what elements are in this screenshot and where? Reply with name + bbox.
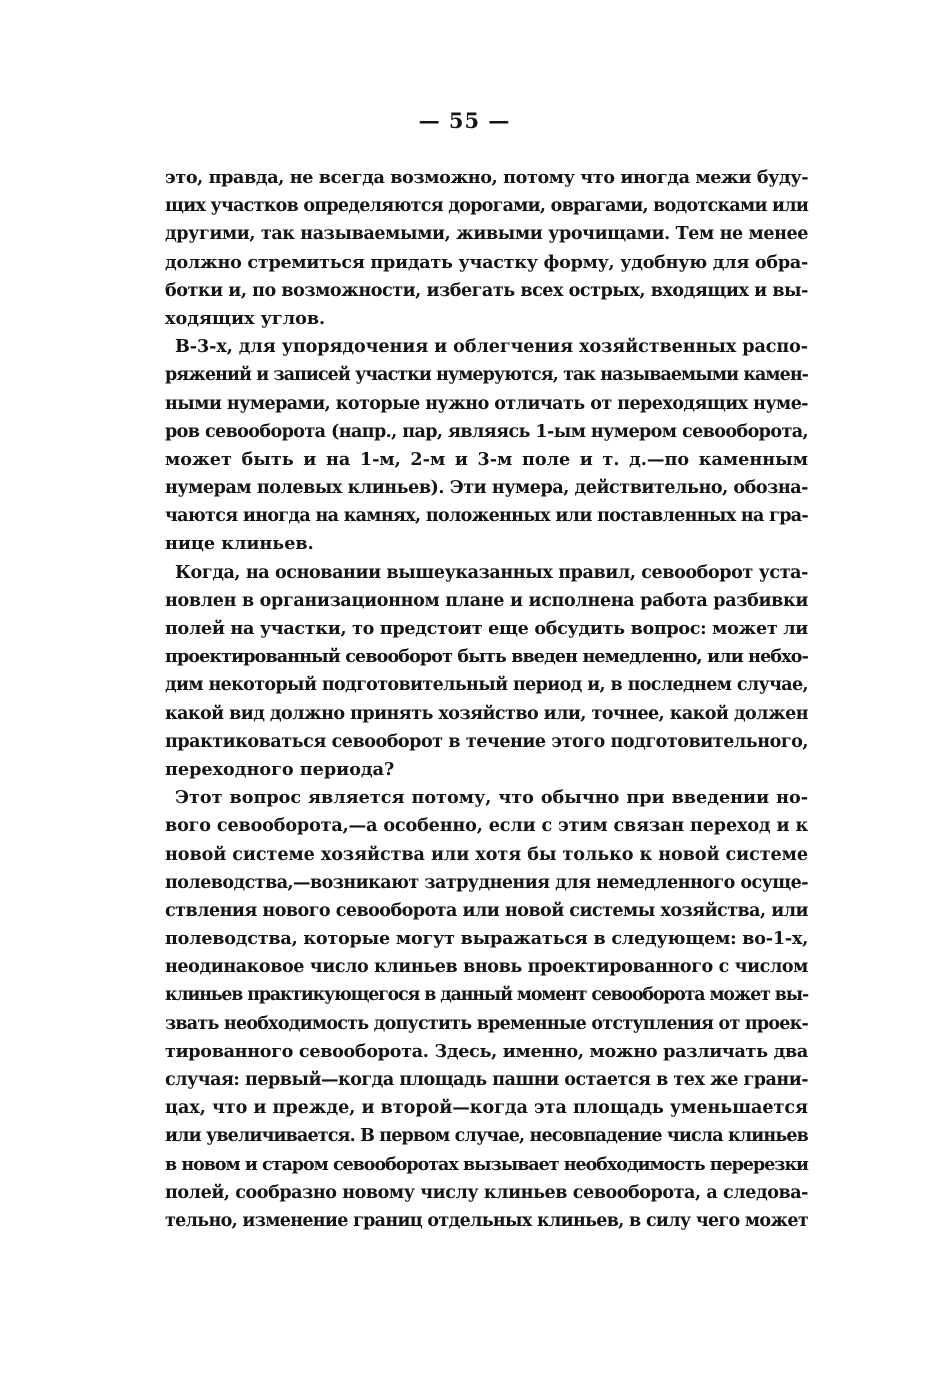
text-line: тельно, изменение границ отдельных клиньев, в силу чего может — [165, 1210, 808, 1231]
text-line: звать необходимость допустить временные отступления от проек- — [165, 1013, 809, 1034]
text-line: проектированный севооборот быть введен немедленно, или небхо- — [165, 647, 808, 668]
text-line: В-3-х, для упорядочения и облегчения хозяйственных распо- — [175, 336, 808, 358]
text-line: это, правда, не всегда возможно, потому что иногда межи буду- — [165, 167, 809, 188]
text-line: или увеличивается. В первом случае, несовпадение числа клиньев — [165, 1126, 808, 1147]
text-line: ботки и, по возможности, избегать всех острых, входящих и вы- — [165, 280, 808, 301]
text-line: ходящих углов. — [165, 307, 326, 329]
body-text — [165, 164, 808, 1235]
text-line: ными нумерами, которые нужно отличать от переходящих нуме- — [165, 393, 808, 414]
text-line: клиньев практикующегося в данный момент севооборота может вы- — [165, 985, 808, 1006]
text-line: чаются иногда на камнях, положенных или поставленных на гра- — [165, 506, 808, 527]
text-line: другими, так называемыми, живыми урочищами. Тем не менее — [165, 224, 809, 245]
text-line: практиковаться севооборот в течение этого подготовительного, — [165, 731, 808, 752]
text-line: нумерам полевых клиньев). Эти нумера, действительно, обозна- — [165, 478, 808, 499]
text-line: полеводства,—возникают затруднения для немедленного осуще- — [165, 872, 808, 893]
text-line: полеводства, которые могут выражаться в следующем: во-1-х, — [165, 928, 809, 950]
text-line: должно стремиться придать участку форму, удобную для обра- — [165, 252, 808, 273]
text-line: новой системе хозяйства или хотя бы только к новой системе — [165, 843, 808, 865]
text-line: новлен в организационном плане и исполнена работа разбивки — [165, 590, 808, 611]
text-line: полей, сообразно новому числу клиньев севооборота, а следова- — [165, 1182, 808, 1203]
text-line: цах, что и прежде, и второй—когда эта площадь уменьшается — [165, 1097, 808, 1119]
text-line: Когда, на основании вышеуказанных правил, севооборот уста- — [175, 562, 808, 583]
text-line: ствления нового севооборота или новой системы хозяйства, или — [165, 900, 808, 921]
text-line: Этот вопрос является потому, что обычно при введении но- — [175, 787, 808, 809]
page-number: — 55 — — [418, 108, 511, 133]
text-line: тированного севооборота. Здесь, именно, можно различать два — [165, 1041, 808, 1062]
text-line: нице клиньев. — [165, 533, 314, 555]
text-line: может быть и на 1-м, 2-м и 3-м поле и т. д.—по каменным — [165, 448, 808, 470]
text-line: ров севооборота (напр., пар, являясь 1-ым нумером севооборота, — [165, 421, 808, 442]
text-line: щих участков определяются дорогами, оврагами, водотсками или — [165, 196, 809, 217]
text-line: ряжений и записей участки нумеруются, так называемыми камен- — [165, 365, 808, 386]
text-line: дим некоторый подготовительный период и, в последнем случае, — [165, 675, 808, 696]
text-line: переходного периода? — [165, 758, 395, 780]
text-line: случая: первый—когда площадь пашни остается в тех же грани- — [165, 1070, 808, 1090]
text-line: в новом и старом севооборотах вызывает необходимость перерезки — [165, 1154, 808, 1175]
text-line: вого севооборота,—а особенно, если с этим связан переход и к — [165, 815, 808, 837]
text-line: неодинаковое число клиньев вновь проектированного с числом — [165, 957, 808, 978]
text-line: полей на участки, то предстоит еще обсудить вопрос: может ли — [165, 619, 808, 639]
text-line: какой вид должно принять хозяйство или, точнее, какой должен — [165, 703, 808, 724]
